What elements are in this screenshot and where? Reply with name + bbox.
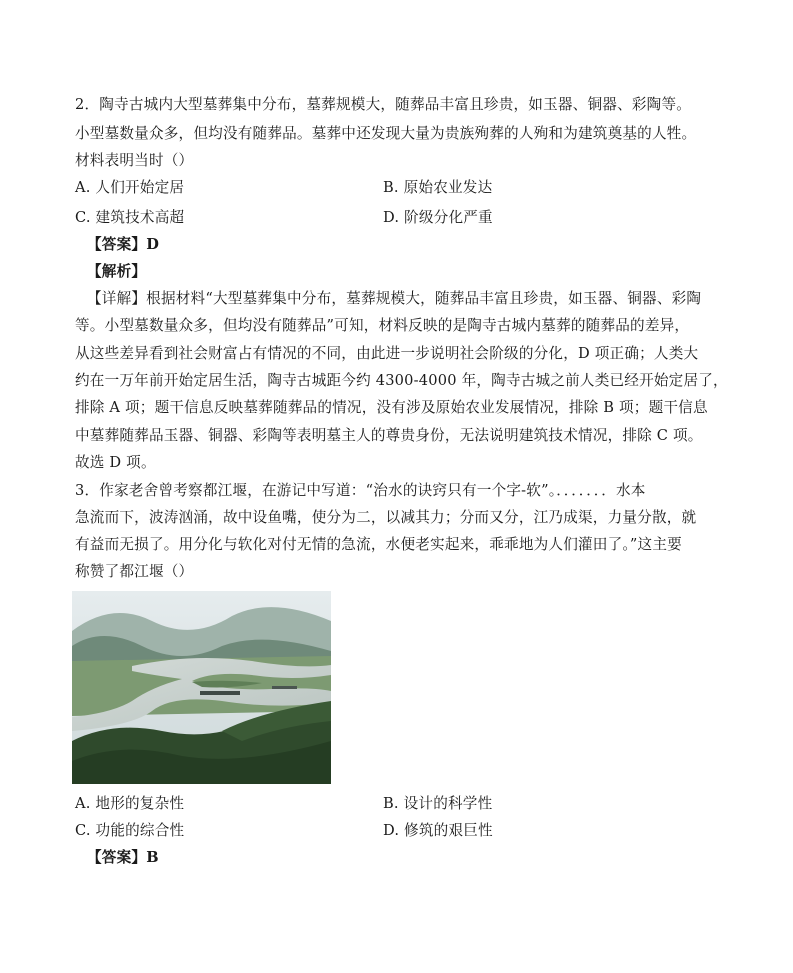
q2-answer-value: D: [146, 236, 160, 253]
q2-option-b: B. 原始农业发达: [383, 179, 493, 196]
q2-detail-line-7: 故选 D 项。: [75, 454, 156, 471]
q3-stem-line-2: 急流而下，波涛汹涌，故中设鱼嘴，使分为二，以减其力；分而又分，江乃成渠，力量分散，就: [75, 509, 697, 526]
q3-answer-tag: 【答案】: [87, 849, 147, 866]
q2-detail-line-6: 中墓葬随葬品玉器、铜器、彩陶等表明墓主人的尊贵身份，无法说明建筑技术情况，排除 C 项。: [75, 427, 703, 444]
q2-detail-line-2: 等。小型墓数量众多，但均没有随葬品”可知，材料反映的是陶寺古城内墓葬的随葬品的差异，: [75, 317, 690, 334]
q2-option-c: C. 建筑技术高超: [75, 209, 185, 226]
q2-analysis-tag: 【解析】: [87, 263, 147, 280]
q2-answer-line: [87, 235, 159, 255]
q3-option-b: B. 设计的科学性: [383, 795, 493, 812]
q3-stem-line-1: 3．作家老舍曾考察都江堰，在游记中写道：“治水的诀窍只有一个字-软”。．．．．．．．水本: [75, 482, 646, 499]
q2-detail-line-4: 约在一万年前开始定居生活，陶寺古城距今约 4300-4000 年，陶寺古城之前人类已经开始定居了，: [75, 372, 728, 389]
q2-answer-tag: 【答案】: [87, 236, 147, 253]
q2-stem-line-1: 2．陶寺古城内大型墓葬集中分布，墓葬规模大，随葬品丰富且珍贵，如玉器、铜器、彩陶等。: [75, 96, 692, 113]
q2-option-a: A. 人们开始定居: [75, 179, 185, 196]
dujiangyan-photo: [72, 591, 331, 784]
q3-answer-value: B: [146, 849, 159, 866]
q3-option-c: C. 功能的综合性: [75, 822, 185, 839]
q2-detail-line-3: 从这些差异看到社会财富占有情况的不同，由此进一步说明社会阶级的分化，D 项正确；人类大: [75, 345, 699, 362]
q2-stem-line-3: 材料表明当时（）: [75, 152, 194, 169]
q3-option-d: D. 修筑的艰巨性: [383, 822, 493, 839]
q3-stem-line-3: 有益而无损了。用分化与软化对付无情的急流，水便老实起来，乖乖地为人们灌田了。”这主要: [75, 536, 682, 553]
q3-stem-line-4: 称赞了都江堰（）: [75, 563, 194, 580]
q3-answer-line: [87, 848, 159, 868]
q2-detail-line-1: 【详解】根据材料“大型墓葬集中分布，墓葬规模大，随葬品丰富且珍贵，如玉器、铜器、彩陶: [87, 290, 702, 307]
q2-stem-line-2: 小型墓数量众多，但均没有随葬品。墓葬中还发现大量为贵族殉葬的人殉和为建筑奠基的人牲。: [75, 125, 697, 142]
q2-detail-line-5: 排除 A 项；题干信息反映墓葬随葬品的情况，没有涉及原始农业发展情况，排除 B 项；题干信息: [75, 399, 708, 416]
q2-option-d: D. 阶级分化严重: [383, 209, 493, 226]
q3-option-a: A. 地形的复杂性: [75, 795, 185, 812]
